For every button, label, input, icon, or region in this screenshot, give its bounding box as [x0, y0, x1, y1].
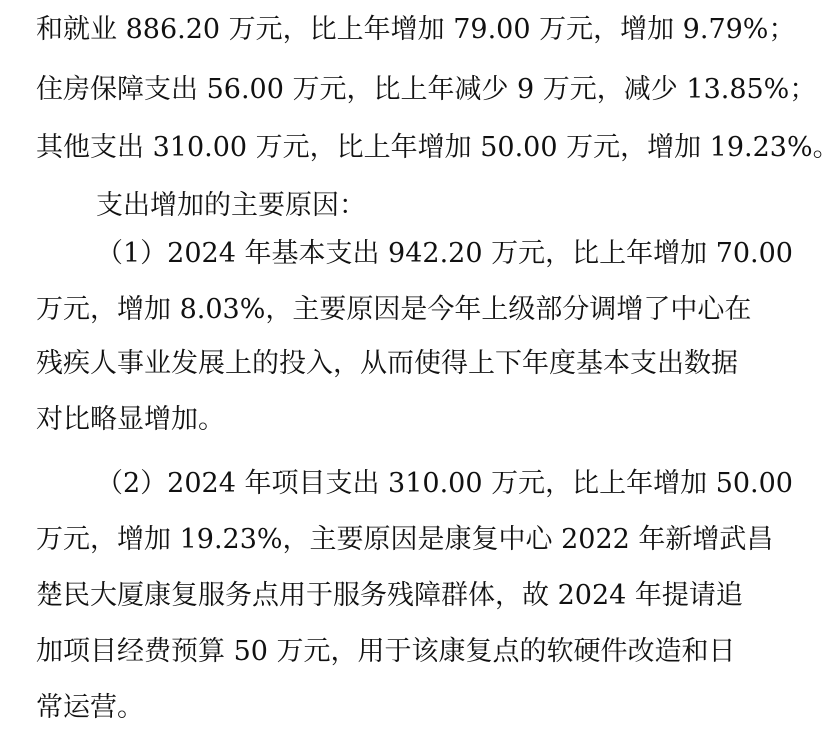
text-line-basic-expenditure: （1）2024 年基本支出 942.20 万元，比上年增加 70.00 [96, 238, 793, 269]
text-line-project-expenditure-end: 常运营。 [36, 692, 144, 723]
text-line-basic-expenditure-detail: 残疾人事业发展上的投入，从而使得上下年度基本支出数据 [36, 348, 738, 379]
text-line-project-expenditure: （2）2024 年项目支出 310.00 万元，比上年增加 50.00 [96, 468, 793, 499]
text-line-social-security-employment: 和就业 886.20 万元，比上年增加 79.00 万元，增加 9.79%； [36, 14, 796, 45]
section-heading-expenditure-increase-reasons: 支出增加的主要原因： [96, 190, 366, 221]
text-line-other-expenditure: 其他支出 310.00 万元，比上年增加 50.00 万元，增加 19.23%。 [36, 132, 840, 163]
text-line-project-expenditure-detail: 楚民大厦康复服务点用于服务残障群体，故 2024 年提请追 [36, 580, 743, 611]
text-line-project-expenditure-reason: 万元，增加 19.23%，主要原因是康复中心 2022 年新增武昌 [36, 524, 774, 555]
text-line-housing-security: 住房保障支出 56.00 万元，比上年减少 9 万元，减少 13.85%； [36, 74, 817, 105]
text-line-basic-expenditure-reason: 万元，增加 8.03%，主要原因是今年上级部分调增了中心在 [36, 294, 752, 325]
text-line-project-expenditure-budget: 加项目经费预算 50 万元，用于该康复点的软硬件改造和日 [36, 636, 736, 667]
text-line-basic-expenditure-end: 对比略显增加。 [36, 404, 225, 435]
